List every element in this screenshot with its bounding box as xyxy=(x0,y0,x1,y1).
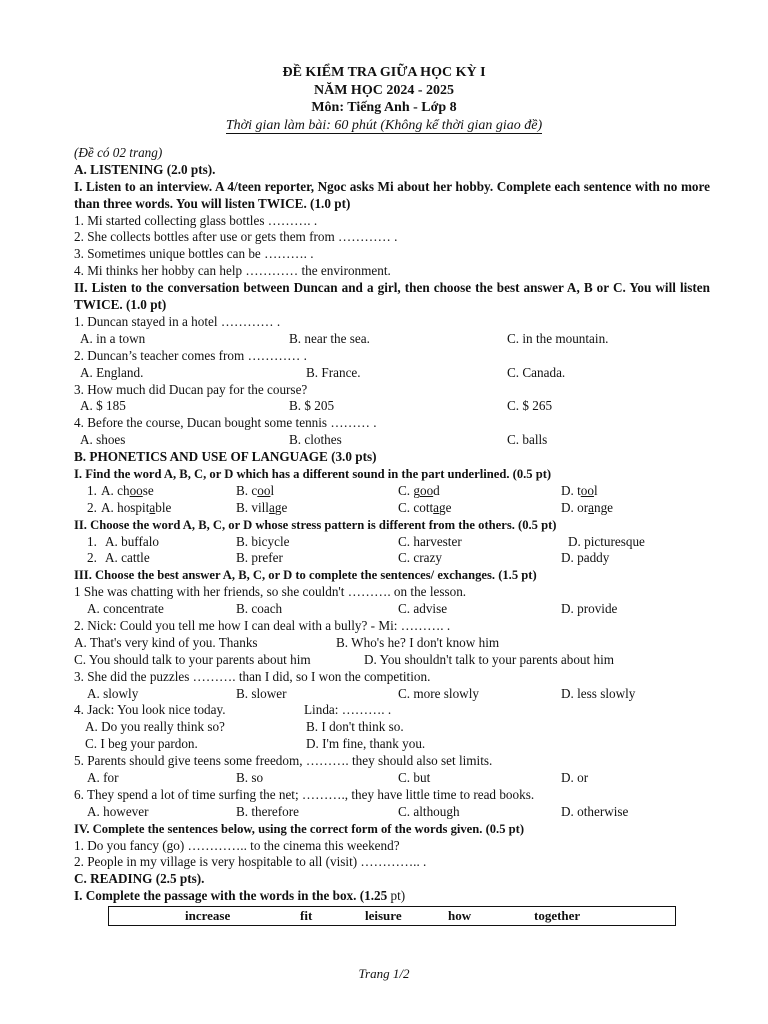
answer-options xyxy=(74,601,710,618)
option-number: 1. xyxy=(87,533,97,549)
option: C. balls xyxy=(507,432,548,448)
answer-options xyxy=(74,534,710,551)
option: C. but xyxy=(398,770,431,786)
question: 3. She did the puzzles ………. than I did, so I won the competition. xyxy=(74,668,431,684)
option: D. provide xyxy=(561,601,618,617)
option: D. otherwise xyxy=(561,803,629,819)
question: 4. Mi thinks her hobby can help ………… the environment. xyxy=(74,263,391,279)
phonetics-part2-instruction: II. Choose the word A, B, C, or D whose stress pattern is different from the others. (0.5 pt) xyxy=(74,517,557,532)
option: B. near the sea. xyxy=(289,330,370,346)
option: A. choose xyxy=(101,482,154,498)
question-jack: 4. Jack: You look nice today. xyxy=(74,702,226,718)
phonetics-part1-instruction: I. Find the word A, B, C, or D which has a different sound in the part underlined. (0.5 pt) xyxy=(74,466,552,481)
question xyxy=(74,702,710,719)
option: A. $ 185 xyxy=(80,398,126,414)
option: B. Who's he? I don't know him xyxy=(336,634,500,650)
answer-options xyxy=(74,736,710,753)
word-box xyxy=(108,906,676,926)
phonetics-part3-instruction: III. Choose the best answer A, B, C, or D to complete the sentences/ exchanges. (1.5 pt) xyxy=(74,568,537,583)
option: A. Do you really think so? xyxy=(85,719,225,735)
option: A. in a town xyxy=(80,330,146,346)
option-number: 2. xyxy=(87,550,97,566)
option: C. more slowly xyxy=(398,685,479,701)
question: 2. Nick: Could you tell me how I can deal with a bully? - Mi: ………. . xyxy=(74,618,451,633)
option: D. picturesque xyxy=(568,533,645,549)
option: A. however xyxy=(87,803,149,819)
word-box-item: leisure xyxy=(365,908,402,923)
option: D. paddy xyxy=(561,550,610,566)
page-number: Trang 1/2 xyxy=(358,966,410,981)
option-number: 2. xyxy=(87,499,97,515)
exam-header xyxy=(0,64,768,134)
section-c-title: C. READING (2.5 pts). xyxy=(74,871,205,887)
option-number: 1. xyxy=(87,482,97,498)
option: C. crazy xyxy=(398,550,442,566)
answer-options xyxy=(74,635,710,652)
question: 4. Before the course, Ducan bought some tennis ……… . xyxy=(74,415,377,431)
answer-options xyxy=(74,770,710,787)
answer-options xyxy=(74,686,710,703)
option: B. coach xyxy=(236,601,283,617)
option: B. bicycle xyxy=(236,533,290,549)
option: C. You should talk to your parents about him xyxy=(74,651,311,667)
question: 1. Mi started collecting glass bottles ………. . xyxy=(74,212,318,228)
option: B. France. xyxy=(306,364,361,380)
option: D. I'm fine, thank you. xyxy=(306,736,426,752)
option: A. hospitable xyxy=(101,499,172,515)
option: B. I don't think so. xyxy=(306,719,404,735)
option: A. buffalo xyxy=(105,533,159,549)
question-linda: Linda: ………. . xyxy=(304,702,392,718)
option: A. That's very kind of you. Thanks xyxy=(74,634,258,650)
exam-content xyxy=(74,145,710,905)
question: 2. She collects bottles after use or gets them from ………… . xyxy=(74,229,398,245)
option: A. for xyxy=(87,770,119,786)
answer-options xyxy=(74,365,710,382)
option: B. cool xyxy=(236,482,275,498)
question: 1. Do you fancy (go) ………….. to the cinema this weekend? xyxy=(74,837,400,853)
option: D. or xyxy=(561,770,589,786)
question: 2. People in my village is very hospitable to all (visit) ………….. . xyxy=(74,854,427,870)
question: 3. How much did Ducan pay for the course? xyxy=(74,381,308,397)
option: D. You shouldn't talk to your parents about him xyxy=(364,651,615,667)
exam-title: ĐỀ KIỂM TRA GIỮA HỌC KỲ I xyxy=(282,65,486,80)
time-limit: Thời gian làm bài: 60 phút (Không kể thời gian giao đề) xyxy=(225,117,543,133)
page-count-note: (Đề có 02 trang) xyxy=(74,145,163,160)
option: C. I beg your pardon. xyxy=(85,736,198,752)
option: C. advise xyxy=(398,601,448,617)
answer-options xyxy=(74,804,710,821)
answer-options xyxy=(74,719,710,736)
question: 1. Duncan stayed in a hotel ………… . xyxy=(74,313,281,329)
school-year: NĂM HỌC 2024 - 2025 xyxy=(314,82,454,98)
answer-options xyxy=(74,550,710,567)
word-box-item: increase xyxy=(185,908,231,923)
option: C. although xyxy=(398,803,460,819)
option: B. $ 205 xyxy=(289,398,335,414)
answer-options xyxy=(74,500,710,517)
listening-part2-instruction: II. Listen to the conversation between Duncan and a girl, then choose the best answer A, B or C. You will listen TWICE. (1.0 pt) xyxy=(74,280,710,313)
option: B. village xyxy=(236,499,288,515)
option: C. harvester xyxy=(398,533,462,549)
question: 1 She was chatting with her friends, so she couldn't ………. on the lesson. xyxy=(74,584,467,600)
option: B. clothes xyxy=(289,432,342,448)
word-box-item: how xyxy=(448,908,472,923)
option: C. Canada. xyxy=(507,364,566,380)
word-box-item: together xyxy=(534,908,581,923)
option: C. good xyxy=(398,482,440,498)
option: B. so xyxy=(236,770,264,786)
option: D. less slowly xyxy=(561,685,636,701)
option: C. in the mountain. xyxy=(507,330,609,346)
option: A. slowly xyxy=(87,685,139,701)
answer-options xyxy=(74,331,710,348)
answer-options xyxy=(74,398,710,415)
answer-options xyxy=(74,432,710,449)
reading-part1-instruction: I. Complete the passage with the words in the box. (1.25 pt) xyxy=(74,888,406,904)
option: A. concentrate xyxy=(87,601,164,617)
option: A. England. xyxy=(80,364,144,380)
question: 2. Duncan’s teacher comes from ………… . xyxy=(74,347,307,363)
option: D. tool xyxy=(561,482,598,498)
question: 3. Sometimes unique bottles can be ………. . xyxy=(74,246,314,262)
option: A. cattle xyxy=(105,550,150,566)
word-box-item: fit xyxy=(300,908,313,923)
option: B. slower xyxy=(236,685,287,701)
option: C. $ 265 xyxy=(507,398,553,414)
answer-options xyxy=(74,483,710,500)
option: A. shoes xyxy=(80,432,126,448)
answer-options xyxy=(74,652,710,669)
listening-part1-instruction: I. Listen to an interview. A 4/teen reporter, Ngoc asks Mi about her hobby. Complete each sentence with no more than three words. You will listen TWICE. (1.0 pt) xyxy=(74,178,710,211)
question: 6. They spend a lot of time surfing the net; ………., they have little time to read books. xyxy=(74,786,535,802)
option: D. orange xyxy=(561,499,614,515)
option: B. therefore xyxy=(236,803,299,819)
section-b-title: B. PHONETICS AND USE OF LANGUAGE (3.0 pts) xyxy=(74,449,377,465)
phonetics-part4-instruction: IV. Complete the sentences below, using the correct form of the words given. (0.5 pt) xyxy=(74,821,525,836)
subject: Môn: Tiếng Anh - Lớp 8 xyxy=(311,100,457,115)
question: 5. Parents should give teens some freedom, ………. they should also set limits. xyxy=(74,753,493,769)
option: B. prefer xyxy=(236,550,283,566)
section-a-title: A. LISTENING (2.0 pts). xyxy=(74,161,216,177)
option: C. cottage xyxy=(398,499,452,515)
